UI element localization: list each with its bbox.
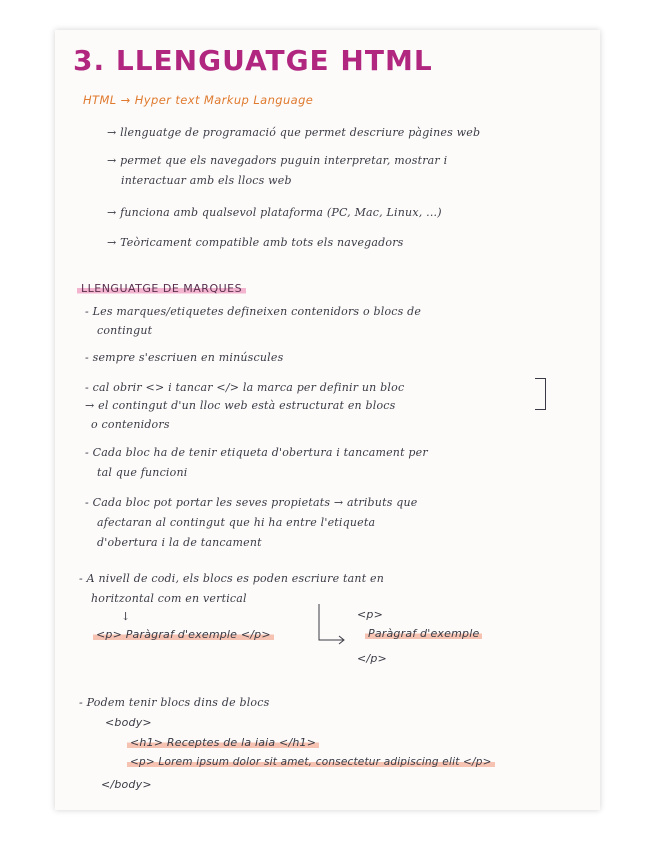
marques-point-7: - Podem tenir blocs dins de blocs	[79, 696, 270, 709]
intro-point-4: → Teòricament compatible amb tots els navegadors	[107, 236, 404, 249]
page-title: 3. LLENGUATGE HTML	[73, 44, 433, 77]
code-body-close: </body>	[101, 778, 152, 791]
marques-point-5-cont: afectaran al contingut que hi ha entre l'etiqueta	[97, 516, 376, 529]
code-body-open: <body>	[105, 716, 152, 729]
code-h1-text: <h1> Receptes de la iaia </h1>	[127, 736, 319, 749]
code-p-text: <p> Lorem ipsum dolor sit amet, consectetur adipiscing elit </p>	[127, 756, 495, 768]
marques-point-3-cont: o contenidors	[91, 418, 170, 431]
code-vertical-close: </p>	[357, 652, 387, 665]
marques-point-5-cont2: d'obertura i la de tancament	[97, 536, 262, 549]
intro-point-2: → permet que els navegadors puguin interpretar, mostrar i	[107, 154, 448, 167]
code-h1-line	[127, 736, 319, 749]
marques-point-5: - Cada bloc pot portar les seves propietats → atributs que	[85, 496, 418, 509]
intro-point-2-cont: interactuar amb els llocs web	[121, 174, 292, 187]
flow-arrow-icon	[313, 602, 353, 648]
code-vertical-open: <p>	[357, 608, 384, 621]
notebook-page	[55, 30, 600, 810]
code-p-line	[127, 756, 495, 768]
marques-point-6: - A nivell de codi, els blocs es poden escriure tant en	[79, 572, 385, 585]
intro-point-1: → llenguatge de programació que permet descriure pàgines web	[107, 126, 481, 139]
code-horizontal	[93, 628, 274, 641]
page-subtitle: HTML → Hyper text Markup Language	[83, 93, 314, 107]
intro-point-3: → funciona amb qualsevol plataforma (PC, Mac, Linux, ...)	[107, 206, 442, 219]
marques-point-2: - sempre s'escriuen en minúscules	[85, 351, 284, 364]
marques-point-4: - Cada bloc ha de tenir etiqueta d'obertura i tancament per	[85, 446, 428, 459]
marques-point-1: - Les marques/etiquetes defineixen contenidors o blocs de	[85, 305, 422, 318]
marques-point-3: - cal obrir <> i tancar </> la marca per definir un bloc	[85, 381, 405, 394]
marques-point-4-cont: tal que funcioni	[97, 466, 188, 479]
code-horizontal-text: <p> Paràgraf d'exemple </p>	[93, 628, 274, 641]
marques-point-6-cont: horitzontal com en vertical	[91, 592, 247, 605]
code-vertical-content	[365, 627, 482, 640]
bracket-mark	[535, 378, 546, 410]
marques-point-3-sub: → el contingut d'un lloc web està estructurat en blocs	[85, 399, 396, 412]
code-vertical-text: Paràgraf d'exemple	[365, 627, 482, 640]
down-arrow: ↓	[121, 610, 131, 623]
section-heading: LLENGUATGE DE MARQUES	[77, 282, 246, 295]
marques-point-1-cont: contingut	[97, 324, 153, 337]
